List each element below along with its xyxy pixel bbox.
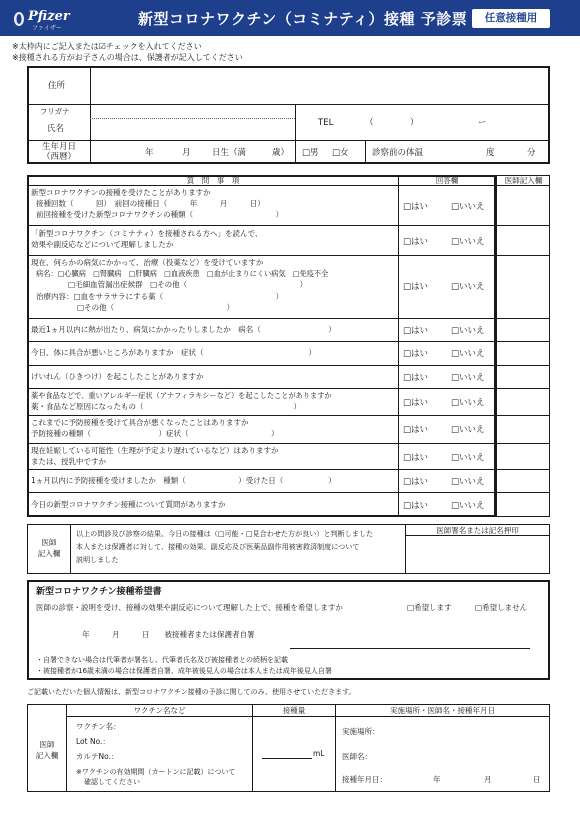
ml-unit: mL [313, 749, 325, 758]
pfizer-mark-icon [12, 10, 26, 28]
q8-yes-checkbox[interactable]: □はい [403, 425, 429, 435]
male-checkbox[interactable]: □男 [302, 148, 319, 158]
temp-minute: 分 [527, 148, 536, 158]
expiry-note-2: 確認してください [84, 778, 140, 786]
doctor-text-1: 以上の問診及び診察の結果、今日の接種は（□可能・□見合わせた方が良い）と判断しました [76, 529, 374, 538]
consent-text: 医師の診察・説明を受け、接種の効果や副反応について理解した上で、接種を希望しますか [36, 603, 343, 612]
q8-line1: これまでに予防接種を受けて具合が悪くなったことはありますか [31, 418, 249, 427]
q6-no-checkbox[interactable]: □いいえ [451, 373, 485, 383]
pfizer-logo [12, 8, 82, 30]
col-answer-header: 回答欄 [435, 176, 459, 185]
doctor-text-2: 本人または保護者に対して、接種の効果、副反応及び医薬品副作用被害救済制度について [76, 542, 360, 551]
q3-no-checkbox[interactable]: □いいえ [451, 282, 485, 292]
q11-text: 今日の新型コロナワクチン接種について質問がありますか [31, 500, 226, 509]
vdate-year: 年 [433, 775, 441, 784]
q7-line1: 薬や食品などで、重いアレルギー症状（アナフィラキシーなど）を起こしたことがありますか [31, 391, 332, 400]
vaccine-name-label: ワクチン名： [76, 722, 121, 731]
q11-yes-checkbox[interactable]: □はい [403, 501, 429, 511]
privacy-note: ご記載いただいた個人情報は、新型コロナワクチン接種の予診に関してのみ、使用させていただきます。 [27, 688, 356, 696]
consent-date-line: 年 月 日 被接種者または保護者自署 [82, 630, 255, 639]
q2-no-checkbox[interactable]: □いいえ [451, 237, 485, 247]
q7-yes-checkbox[interactable]: □はい [403, 398, 429, 408]
q11-no-checkbox[interactable]: □いいえ [451, 501, 485, 511]
q3-line3: □毛細血管漏出症候群 □その他（ ） [68, 280, 308, 289]
tel-field[interactable] [372, 112, 542, 134]
signature-field[interactable] [295, 628, 530, 646]
consent-note-1: ・自署できない場合は代筆者が署名し、代筆者氏名及び被接種者との続柄を記載 [36, 656, 288, 664]
nohope-checkbox[interactable]: □希望しません [475, 603, 528, 612]
q5-yes-checkbox[interactable]: □はい [403, 349, 429, 359]
q10-no-checkbox[interactable]: □いいえ [451, 477, 485, 487]
note-1: ※太枠内にご記入または☑チェックを入れてください [12, 42, 202, 51]
q3-line4: 治療内容：□血をサラサラにする薬（ ） [36, 292, 284, 301]
q2-line2: 効果や副反応などについて理解しましたか [31, 240, 174, 249]
tel-label: TEL [318, 118, 334, 128]
col-amount: 接種量 [282, 706, 306, 715]
address-label: 住所 [48, 81, 66, 91]
name-field[interactable] [95, 106, 290, 138]
vdate-day: 日 [533, 775, 541, 784]
q3-yes-checkbox[interactable]: □はい [403, 282, 429, 292]
dose-amount-field[interactable] [262, 740, 312, 758]
q8-no-checkbox[interactable]: □いいえ [451, 425, 485, 435]
q10-text: 1ヵ月以内に予防接種を受けましたか 種類（ ）受けた日（ ） [31, 476, 336, 485]
q3-line5: □その他（ ） [77, 303, 235, 312]
doctor-label-1: 医師 [41, 538, 57, 547]
q2-yes-checkbox[interactable]: □はい [403, 237, 429, 247]
q1-line2: 接種回数（ 回） 前回の接種日（ 年 月 日） [36, 199, 265, 208]
header-bar [0, 0, 580, 36]
q8-line2: 予防接種の種類（ ）症状（ ） [31, 429, 279, 438]
name-label: 氏名 [47, 124, 65, 134]
age-unit: 歳） [272, 148, 290, 158]
place-label: 実施場所： [342, 727, 380, 736]
dob-era: （西暦） [41, 152, 76, 162]
q1-yes-checkbox[interactable]: □はい [403, 202, 429, 212]
q7-line2: 薬・食品など原因になったもの（ ） [31, 402, 301, 411]
consent-note-2: ・被接種者が16歳未満の場合は保護者自署、成年被後見人の場合は本人または成年後見人自署 [36, 667, 332, 675]
lot-label: Lot No.： [76, 737, 110, 746]
note-2: ※接種される方がお子さんの場合は、保護者が記入してください [12, 53, 243, 62]
q1-line3: 前回接種を受けた新型コロナワクチンの種類（ ） [36, 210, 284, 219]
q9-yes-checkbox[interactable]: □はい [403, 453, 429, 463]
q9-line1: 現在妊娠している可能性（生理が予定より遅れているなど）はありますか [31, 446, 279, 455]
voluntary-badge: 任意接種用 [472, 9, 550, 28]
q2-line1: 「新型コロナワクチン（コミナティ）を接種される方へ」を読んで、 [31, 229, 263, 238]
temp-label: 診察前の体温 [372, 148, 424, 158]
tel-paren-open: （ [365, 118, 374, 128]
doctor-name-label: 医師名： [342, 752, 372, 761]
q6-text: けいれん（ひきつけ）を起こしたことがありますか [31, 372, 204, 381]
col-item-header: 質 問 事 項 [186, 176, 240, 185]
vaccination-date-label: 接種年月日： [342, 775, 387, 784]
expiry-note-1: ※ワクチンの有効期間（カートンに記載）について [76, 768, 236, 776]
dob-label: 生年月日 [41, 142, 76, 152]
temperature-field[interactable] [440, 143, 540, 161]
q9-line2: または、授乳中ですか [31, 457, 106, 466]
q5-text: 今日、体に具合が悪いところがありますか 症状（ ） [31, 348, 316, 357]
vaccine-doctor-label-2: 記入欄 [35, 751, 59, 760]
q3-line1: 現在、何らかの病気にかかって、治療（投薬など）を受けていますか [31, 258, 264, 267]
furigana-label: フリガナ [40, 107, 70, 116]
logo-subtext: ファイザー [32, 25, 62, 32]
col-vaccine-name: ワクチン名など [133, 706, 186, 715]
q10-yes-checkbox[interactable]: □はい [403, 477, 429, 487]
doctor-column [496, 175, 550, 517]
q1-line1: 新型コロナワクチンの接種を受けたことがありますか [31, 188, 211, 197]
doctor-sign-label: 医師署名または記名押印 [436, 526, 519, 535]
temp-degree: 度 [486, 148, 495, 158]
page-title: 新型コロナワクチン（コミナティ）接種 予診票 [138, 10, 468, 28]
vaccine-doctor-label-1: 医師 [39, 740, 55, 749]
q4-yes-checkbox[interactable]: □はい [403, 326, 429, 336]
q6-yes-checkbox[interactable]: □はい [403, 373, 429, 383]
col-doctor-header: 医師記入欄 [504, 176, 543, 185]
q1-no-checkbox[interactable]: □いいえ [451, 202, 485, 212]
dob-year: 年 [145, 148, 154, 158]
q5-no-checkbox[interactable]: □いいえ [451, 349, 485, 359]
dob-month: 月 [182, 148, 191, 158]
consent-title: 新型コロナワクチン接種希望書 [36, 587, 162, 597]
doctor-text-3: 説明しました [76, 555, 119, 564]
doctor-sign-field[interactable] [410, 538, 546, 570]
col-place: 実施場所・医師名・接種年月日 [390, 706, 495, 715]
q4-text: 最近1ヵ月以内に熱が出たり、病気にかかったりしましたか 病名（ ） [31, 325, 336, 334]
q7-no-checkbox[interactable]: □いいえ [451, 398, 485, 408]
tel-dash: ー [478, 118, 487, 128]
tel-paren-close: ） [410, 118, 419, 128]
vdate-month: 月 [484, 775, 492, 784]
dob-day-age: 日生（満 [212, 148, 247, 158]
q9-no-checkbox[interactable]: □いいえ [451, 453, 485, 463]
karte-label: カルテNo.： [76, 752, 119, 761]
q3-line2: 病名：□心臓病 □腎臓病 □肝臓病 □血液疾患 □血が止まりにくい病気 □免疫不全 [36, 269, 329, 278]
address-field[interactable] [95, 72, 545, 100]
doctor-label-2: 記入欄 [37, 549, 61, 558]
female-checkbox[interactable]: □女 [332, 148, 349, 158]
logo-text: Pfizer [28, 9, 70, 24]
q4-no-checkbox[interactable]: □いいえ [451, 326, 485, 336]
hope-checkbox[interactable]: □希望します [407, 603, 452, 612]
